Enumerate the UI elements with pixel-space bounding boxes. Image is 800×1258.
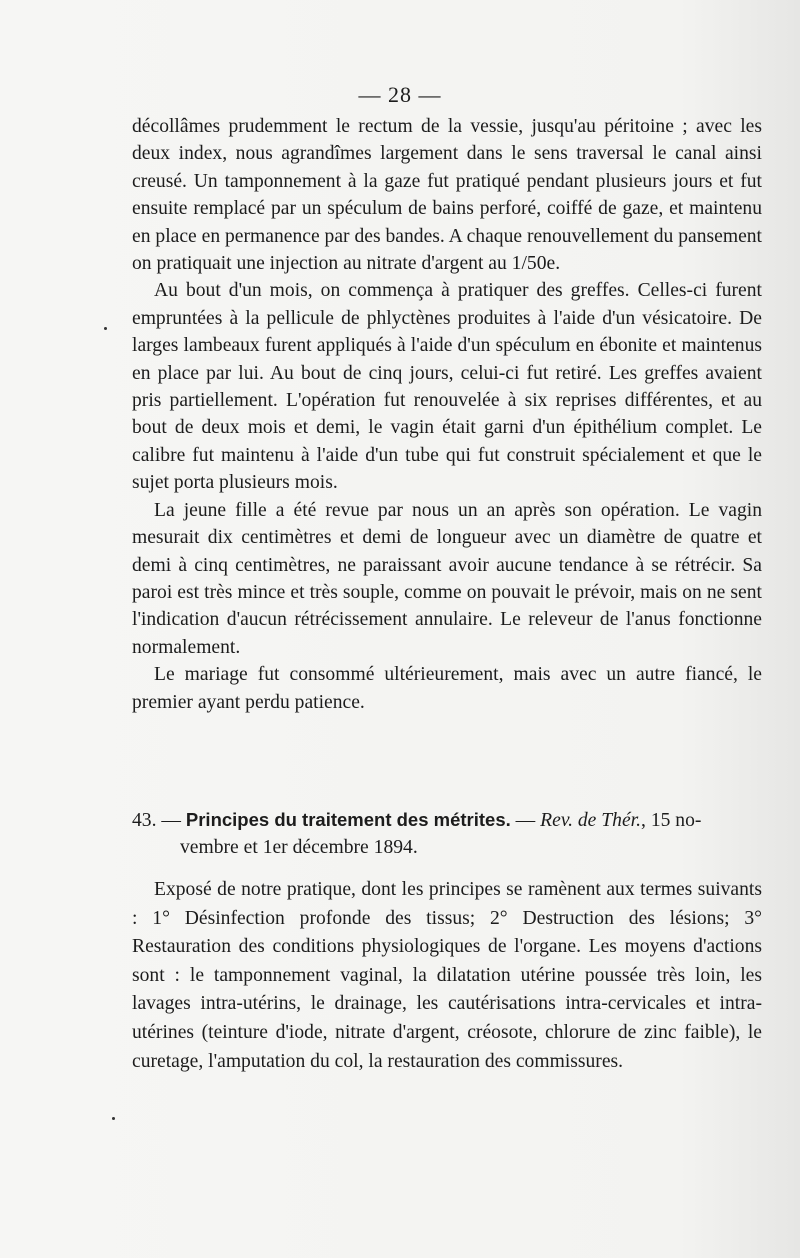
- entry-date: , 15 no-: [641, 810, 702, 831]
- body-text-bottom: [132, 876, 762, 1076]
- paragraph: décollâmes prudemment le rectum de la vessie, jusqu'au péritoine ; avec les deux index, nous agrandîmes largement dans le sens traversal le canal ainsi creusé. Un tamponnement à la gaze fut pratiqué pendant plusieurs jours et fut ensuite remplacé par un spéculum de bains perforé, coiffé de gaze, et maintenu en place en permanence par des bandes. A chaque renouvellement du pansement on pratiquait une injection au nitrate d'argent au 1/50e.: [132, 116, 763, 275]
- entry-title: Principes du traitement des métrites.: [185, 809, 511, 830]
- body-text-top: [132, 113, 762, 716]
- entry-dash: —: [156, 810, 186, 831]
- paragraph: Le mariage fut consommé ultérieurement, mais avec un autre fiancé, le premier ayant perdu patience.: [132, 664, 762, 713]
- margin-mark: [104, 327, 107, 330]
- entry-dash: —: [510, 810, 541, 831]
- paragraph: La jeune fille a été revue par nous un an après son opération. Le vagin mesurait dix centimètres et demi de longueur avec un diamètre de quatre et demi à cinq centimètres, ne paraissant avoir aucune tendance à se rétrécir. Sa paroi est très mince et très souple, comme on pouvait le prévoir, mais on ne sent l'indication d'aucun rétrécissement annulaire. Le releveur de l'anus fonctionne normalement.: [132, 499, 762, 658]
- bibliography-entry: [132, 806, 762, 862]
- entry-journal: Rev. de Thér.: [540, 810, 642, 831]
- entry-line-1: [132, 806, 762, 834]
- entry-number: 43.: [132, 810, 157, 831]
- paragraph: Au bout d'un mois, on commença à pratiquer des greffes. Celles-ci furent empruntées à la pellicule de phlyctènes produites à l'aide d'un vésicatoire. De larges lambeaux furent appliqués à l'aide d'un spéculum en ébonite et maintenus en place par lui. Au bout de cinq jours, celui-ci fut retiré. Les greffes avaient pris partiellement. L'opération fut renouvelée à six reprises différentes, et au bout de deux mois et demi, le vagin était garni d'un épithélium complet. Le calibre fut maintenu à l'aide d'un tube qui fut construit spécialement et que le sujet porta plusieurs mois.: [132, 280, 762, 494]
- margin-mark: [112, 1117, 115, 1120]
- paragraph: Exposé de notre pratique, dont les principes se ramènent aux termes suivants : 1° Désinfection profonde des tissus; 2° Destruction des lésions; 3° Restauration des conditions physiologiques de l'organe. Les moyens d'actions sont : le tamponnement vaginal, la dilatation utérine poussée très loin, les lavages intra-utérins, le drainage, les cautérisations intra-cervicales et intra-utérines (teinture d'iode, nitrate d'argent, créosote, chlorure de zinc faible), le curetage, l'amputation du col, la restauration des commissures.: [132, 879, 762, 1072]
- entry-line-2: vembre et 1er décembre 1894.: [180, 837, 418, 859]
- page-number: — 28 —: [358, 82, 442, 107]
